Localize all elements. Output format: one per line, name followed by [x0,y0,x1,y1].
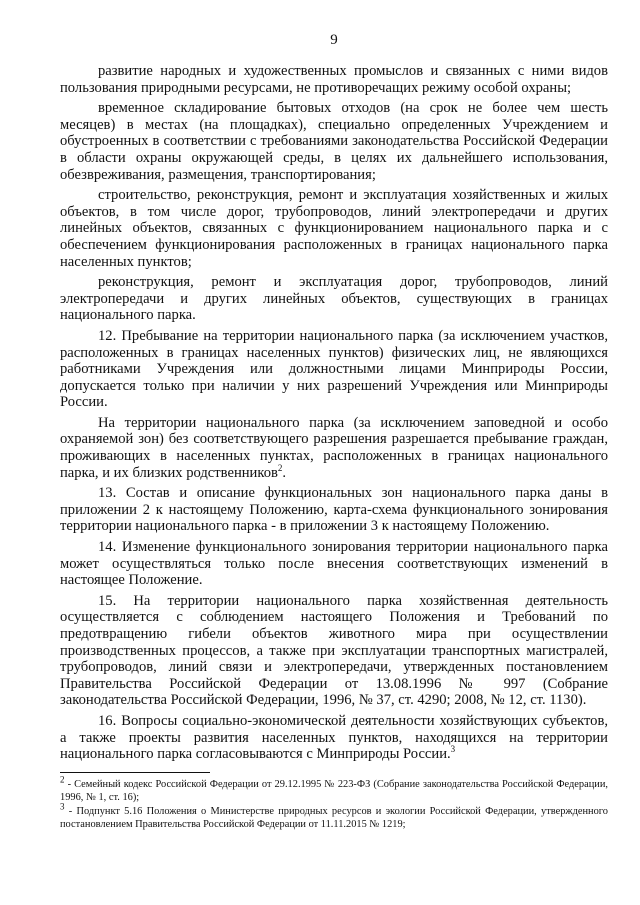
paragraph [60,415,608,481]
footnote-mark: 2 [60,774,65,785]
paragraph [60,713,608,763]
document-body [60,63,608,763]
paragraph: развитие народных и художественных промыслов и связанных с ними видов пользования природными ресурсами, не противоречащих режиму особой охраны; [60,63,608,96]
paragraph-text: 16. Вопросы социально-экономической деятельности хозяйствующих субъектов, а также проекты развития населенных пунктов, находящихся на территории национального парка согласовываются с Минприроды России. [60,712,608,763]
paragraph: 12. Пребывание на территории национального парка (за исключением участков, расположенных в границах населенных пунктов) физических лиц, не являющихся работниками Учреждения или должностными лицами Минприроды России, допускается только при наличии у них разрешений Учреждения или Минприроды России. [60,327,608,411]
paragraph: реконструкция, ремонт и эксплуатация дорог, трубопроводов, линий электропередачи и других линейных объектов, существующих в границах национального парка. [60,274,608,324]
paragraph: строительство, реконструкция, ремонт и эксплуатация хозяйственных и жилых объектов, в том числе дорог, трубопроводов, линий электропередачи и других линейных объектов, связанных с функционированием национального парка и с обеспечением функционирования расположенных в границах национального парка населенных пунктов; [60,187,608,270]
paragraph: временное складирование бытовых отходов (на срок не более чем шесть месяцев) в местах (на площадках), специально определенных Учреждением и обустроенных в соответствии с требованиями законодательства Российской Федерации в области охраны окружающей среды, в целях их дальнейшего использования, обезвреживания, размещения, транспортирования; [60,100,608,183]
paragraph: 15. На территории национального парка хозяйственная деятельность осуществляется с соблюдением настоящего Положения и Требований по предотвращению гибели объектов животного мира при осуществлении производственных процессов, а также при эксплуатации транспортных магистралей, трубопроводов, линий связи и электропередачи, утвержденных постановлением Правительства Российской Федерации от 13.08.1996 № 997 (Собрание законодательства Российской Федерации, 1996, № 37, ст. 4290; 2008, № 12, ст. 1130). [60,592,608,709]
paragraph: 13. Состав и описание функциональных зон национального парка даны в приложении 2 к настоящему Положению, карта-схема функционального зонирования территории национального парка - в приложении 3 к настоящему Положению. [60,485,608,535]
paragraph-tail: . [282,464,287,481]
paragraph-text: На территории национального парка (за исключением заповедной и особо охраняемой зон) без соответствующего разрешения разрешается пребывание граждан, проживающих в населенных пунктах, расположенных в границах национального парка, и их близких родственников [60,414,608,481]
footnote-text: - Семейный кодекс Российской Федерации от 29.12.1995 № 223-ФЗ (Собрание законодательства Российской Федерации, 1996, № 1, ст. 16); [60,778,608,803]
footnote [60,801,608,831]
footnotes [60,774,608,831]
footnote [60,774,608,804]
footnote-text: - Подпункт 5.16 Положения о Министерстве природных ресурсов и экологии Российской Федерации, утвержденного постановлением Правительства Российской Федерации от 11.11.2015 № 1219; [60,805,608,830]
paragraph: 14. Изменение функционального зонирования территории национального парка может осуществляться только после внесения соответствующих изменений в настоящее Положение. [60,539,608,589]
footnote-ref: 2 [277,462,283,473]
footnote-mark: 3 [60,801,65,812]
footnote-divider [60,772,210,773]
page-number: 9 [330,32,338,48]
footnote-ref: 3 [450,744,456,755]
